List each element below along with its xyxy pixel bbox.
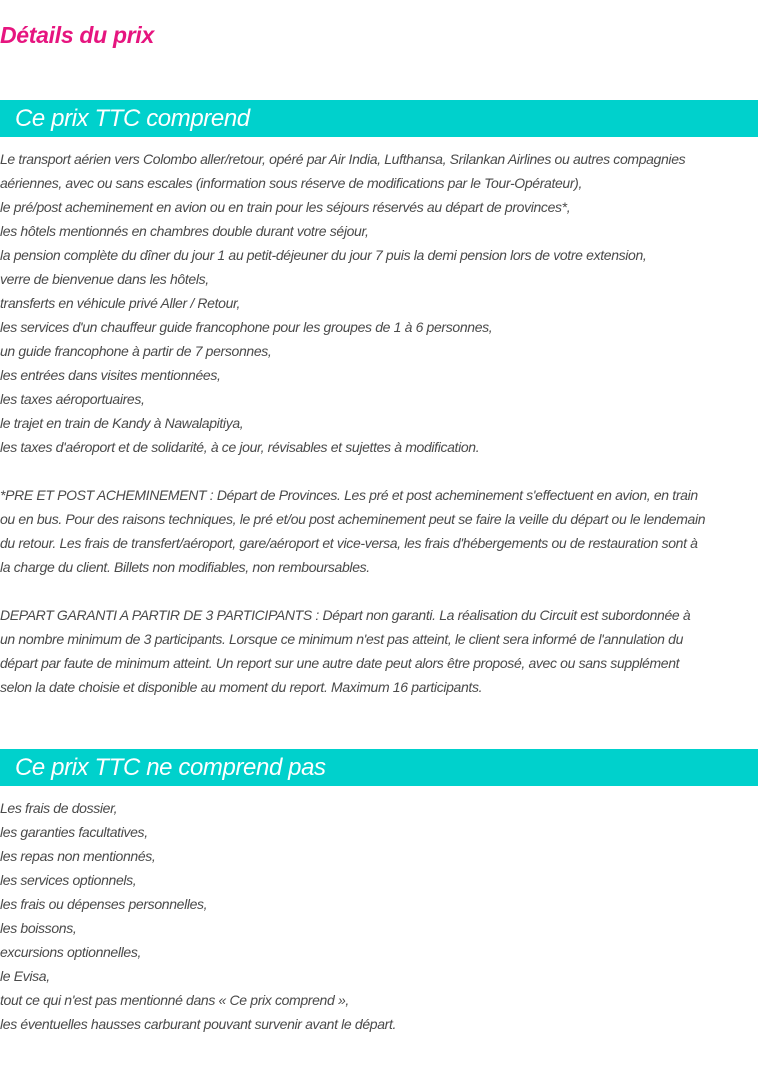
- transfers-note-line: *PRE ET POST ACHEMINEMENT : Départ de Provinces. Les pré et post acheminement s'effectuent en avion, en train: [0, 487, 698, 503]
- included-item: un guide francophone à partir de 7 personnes,: [0, 343, 272, 359]
- included-items-list: [0, 147, 758, 459]
- excluded-item: les éventuelles hausses carburant pouvant survenir avant le départ.: [0, 1016, 397, 1032]
- departure-note-line: départ par faute de minimum atteint. Un report sur une autre date peut alors être proposé, avec ou sans supplément: [0, 655, 680, 671]
- departure-note-line: selon la date choisie et disponible au moment du report. Maximum 16 participants.: [0, 679, 483, 695]
- excluded-item: les garanties facultatives,: [0, 824, 148, 840]
- included-item: aériennes, avec ou sans escales (information sous réserve de modifications par le Tour-Opérateur),: [0, 175, 583, 191]
- transfers-note-line: ou en bus. Pour des raisons techniques, le pré et/ou post acheminement peut se faire la veille du départ ou le lendemain: [0, 511, 706, 527]
- departure-note-line: un nombre minimum de 3 participants. Lorsque ce minimum n'est pas atteint, le client sera informé de l'annulation du: [0, 631, 684, 647]
- included-item: les taxes d'aéroport et de solidarité, à ce jour, révisables et sujettes à modification.: [0, 439, 480, 455]
- excluded-item: tout ce qui n'est pas mentionné dans « Ce prix comprend »,: [0, 992, 349, 1008]
- included-section-title: Ce prix TTC comprend: [15, 105, 250, 132]
- included-item: Le transport aérien vers Colombo aller/retour, opéré par Air India, Lufthansa, Srilankan Airlines ou autres compagnies: [0, 151, 686, 167]
- excluded-item: les frais ou dépenses personnelles,: [0, 896, 208, 912]
- included-item: les taxes aéroportuaires,: [0, 391, 145, 407]
- included-item: verre de bienvenue dans les hôtels,: [0, 271, 209, 287]
- included-item: les services d'un chauffeur guide francophone pour les groupes de 1 à 6 personnes,: [0, 319, 493, 335]
- transfers-note-line: la charge du client. Billets non modifiables, non remboursables.: [0, 559, 370, 575]
- excluded-items-list: [0, 796, 758, 1036]
- departure-note-line: DEPART GARANTI A PARTIR DE 3 PARTICIPANTS : Départ non garanti. La réalisation du Circuit est subordonnée à: [0, 607, 691, 623]
- excluded-item: le Evisa,: [0, 968, 50, 984]
- excluded-item: les boissons,: [0, 920, 77, 936]
- included-item: les hôtels mentionnés en chambres double durant votre séjour,: [0, 223, 369, 239]
- transfers-note: [0, 483, 758, 579]
- excluded-section-title: Ce prix TTC ne comprend pas: [15, 754, 326, 781]
- page-title: Détails du prix: [0, 22, 154, 48]
- included-item: les entrées dans visites mentionnées,: [0, 367, 221, 383]
- included-item: transferts en véhicule privé Aller / Retour,: [0, 295, 241, 311]
- included-item: la pension complète du dîner du jour 1 au petit-déjeuner du jour 7 puis la demi pension lors de votre extension,: [0, 247, 647, 263]
- included-item: le pré/post acheminement en avion ou en train pour les séjours réservés au départ de provinces*,: [0, 199, 571, 215]
- excluded-item: Les frais de dossier,: [0, 800, 118, 816]
- transfers-note-line: du retour. Les frais de transfert/aéroport, gare/aéroport et vice-versa, les frais d'hébergements ou de restauration sont à: [0, 535, 698, 551]
- excluded-section-header: [0, 749, 758, 786]
- included-section-header: [0, 100, 758, 137]
- guaranteed-departure-note: [0, 603, 758, 699]
- excluded-item: excursions optionnelles,: [0, 944, 142, 960]
- excluded-item: les repas non mentionnés,: [0, 848, 156, 864]
- included-item: le trajet en train de Kandy à Nawalapitiya,: [0, 415, 244, 431]
- excluded-item: les services optionnels,: [0, 872, 137, 888]
